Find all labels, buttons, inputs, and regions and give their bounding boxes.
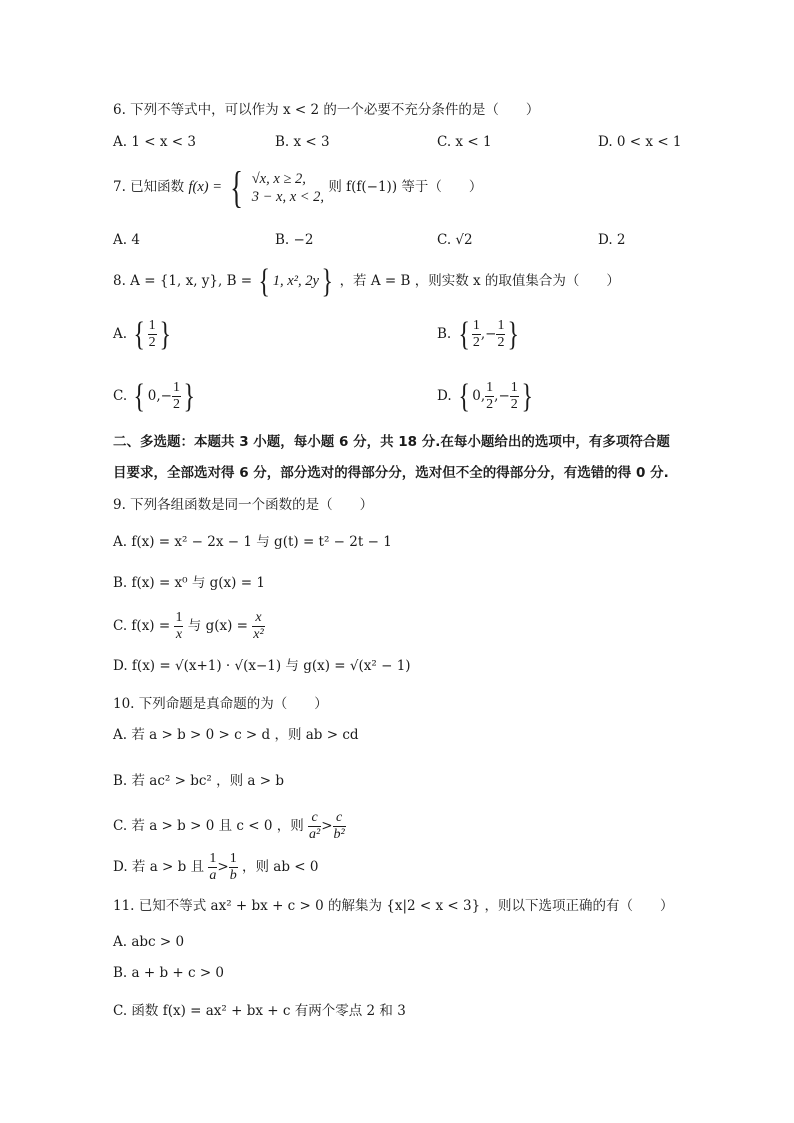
q10-c-frac-2: $\frac{c}{\text{b²}}$ xyxy=(333,810,345,842)
q11-stem: 11. 已知不等式 ax² + bx + c > 0 的解集为 {x|2 < x < 3} ，则以下选项正确的有（ ） xyxy=(113,898,674,914)
q11-option-c: C. 函数 f(x) = ax² + bx + c 有两个零点 2 和 3 xyxy=(113,1003,406,1019)
q8-option-c: C. { 0,− $\frac{1}{2}$ } xyxy=(113,377,195,415)
q8-d-frac-2: $\frac{1}{2}$ xyxy=(510,380,518,412)
section2-line1: 二、多选题：本题共 3 小题，每小题 6 分，共 18 分.在每小题给出的选项中，有多项符合题 xyxy=(113,434,670,450)
q7-pieces xyxy=(252,170,324,206)
q10-c-frac-1: $\frac{c}{\text{a²}}$ xyxy=(309,810,321,842)
q7-piece-1: √x, x ≥ 2, xyxy=(251,170,306,187)
q8-stem: 8. A = {1, x, y}, B = { 1, x², 2y} ，若 A = B ，则实数 x 的取值集合为（ ） xyxy=(113,262,620,300)
q8-stem-suffix: ，若 A = B ，则实数 x 的取值集合为（ ） xyxy=(339,273,620,289)
q8-b-frac-1: $\frac{1}{2}$ xyxy=(472,318,480,350)
q6-stem: 6. 下列不等式中，可以作为 x < 2 的一个必要不充分条件的是（ ） xyxy=(113,102,540,118)
q8-c-frac: $\frac{1}{2}$ xyxy=(172,380,180,412)
q7-brace: { xyxy=(230,162,244,212)
q8-option-b: B. { $\frac{1}{2}$ ,− $\frac{1}{2}$ } xyxy=(437,315,520,353)
q7-stem-prefix: 7. 已知函数 xyxy=(113,179,185,195)
q10-option-d: D. 若 a > b 且 $\frac{1}{a}$ > $\frac{1}{b}$ ，则 ab < 0 xyxy=(113,851,319,883)
q10-stem: 10. 下列命题是真命题的为（ ） xyxy=(113,696,328,712)
q10-d-frac-1: $\frac{1}{a}$ xyxy=(209,851,217,883)
q9-option-a: A. f(x) = x² − 2x − 1 与 g(t) = t² − 2t − 1 xyxy=(113,534,392,550)
q9-c-frac-2: $\frac{x}{\text{x²}}$ xyxy=(253,610,264,642)
q9-c-frac-1: $\frac{1}{x}$ xyxy=(175,610,183,642)
q11-option-a: A. abc > 0 xyxy=(113,934,185,950)
q7-func: f(x) = xyxy=(188,179,222,195)
q8-stem-prefix: 8. A = {1, x, y}, B = xyxy=(113,273,253,289)
q6-option-b: B. x < 3 xyxy=(275,134,330,150)
q8-a-frac: $\frac{1}{2}$ xyxy=(148,318,156,350)
q7-option-a: A. 4 xyxy=(113,232,140,248)
section2-line2: 目要求，全部选对得 6 分，部分选对的得部分分，选对但不全的得部分分，有选错的得 0 分. xyxy=(113,465,669,481)
q11-option-b: B. a + b + c > 0 xyxy=(113,965,225,981)
q7-option-b: B. −2 xyxy=(275,232,314,248)
q9-option-b: B. f(x) = x⁰ 与 g(x) = 1 xyxy=(113,575,265,591)
q10-option-c: C. 若 a > b > 0 且 c < 0 ，则 $\frac{c}{\text{a²}}$ > $\frac{c}{\text{b²}}$ xyxy=(113,810,345,842)
q7-piece-2: 3 − x, x < 2, xyxy=(251,188,325,205)
q9-option-d: D. f(x) = √(x+1) · √(x−1) 与 g(x) = √(x² − 1) xyxy=(113,658,411,674)
q8-option-d: D. { 0, $\frac{1}{2}$ ,− $\frac{1}{2}$ } xyxy=(437,377,533,415)
q10-d-frac-2: $\frac{1}{b}$ xyxy=(229,851,237,883)
q7-option-d: D. 2 xyxy=(598,232,626,248)
q8-option-a: A. { $\frac{1}{2}$ } xyxy=(113,315,171,353)
q9-stem: 9. 下列各组函数是同一个函数的是（ ） xyxy=(113,497,374,513)
q7-option-c: C. √2 xyxy=(437,232,473,248)
q10-option-a: A. 若 a > b > 0 > c > d ，则 ab > cd xyxy=(113,727,359,743)
q8-b-frac-2: $\frac{1}{2}$ xyxy=(497,318,505,350)
q8-d-frac-1: $\frac{1}{2}$ xyxy=(486,380,494,412)
q7-stem-suffix: 则 f(f(−1)) 等于（ ） xyxy=(328,179,483,195)
q6-option-c: C. x < 1 xyxy=(437,134,492,150)
q9-option-c: C. f(x) = $\frac{1}{x}$ 与 g(x) = $\frac{x}{\text{x²}}$ xyxy=(113,610,264,642)
q10-option-b: B. 若 ac² > bc² ，则 a > b xyxy=(113,773,284,789)
q7-stem xyxy=(113,163,482,211)
q6-option-a: A. 1 < x < 3 xyxy=(113,134,196,150)
q6-option-d: D. 0 < x < 1 xyxy=(598,134,682,150)
q8-set-b: 1, x², 2y xyxy=(272,273,319,289)
